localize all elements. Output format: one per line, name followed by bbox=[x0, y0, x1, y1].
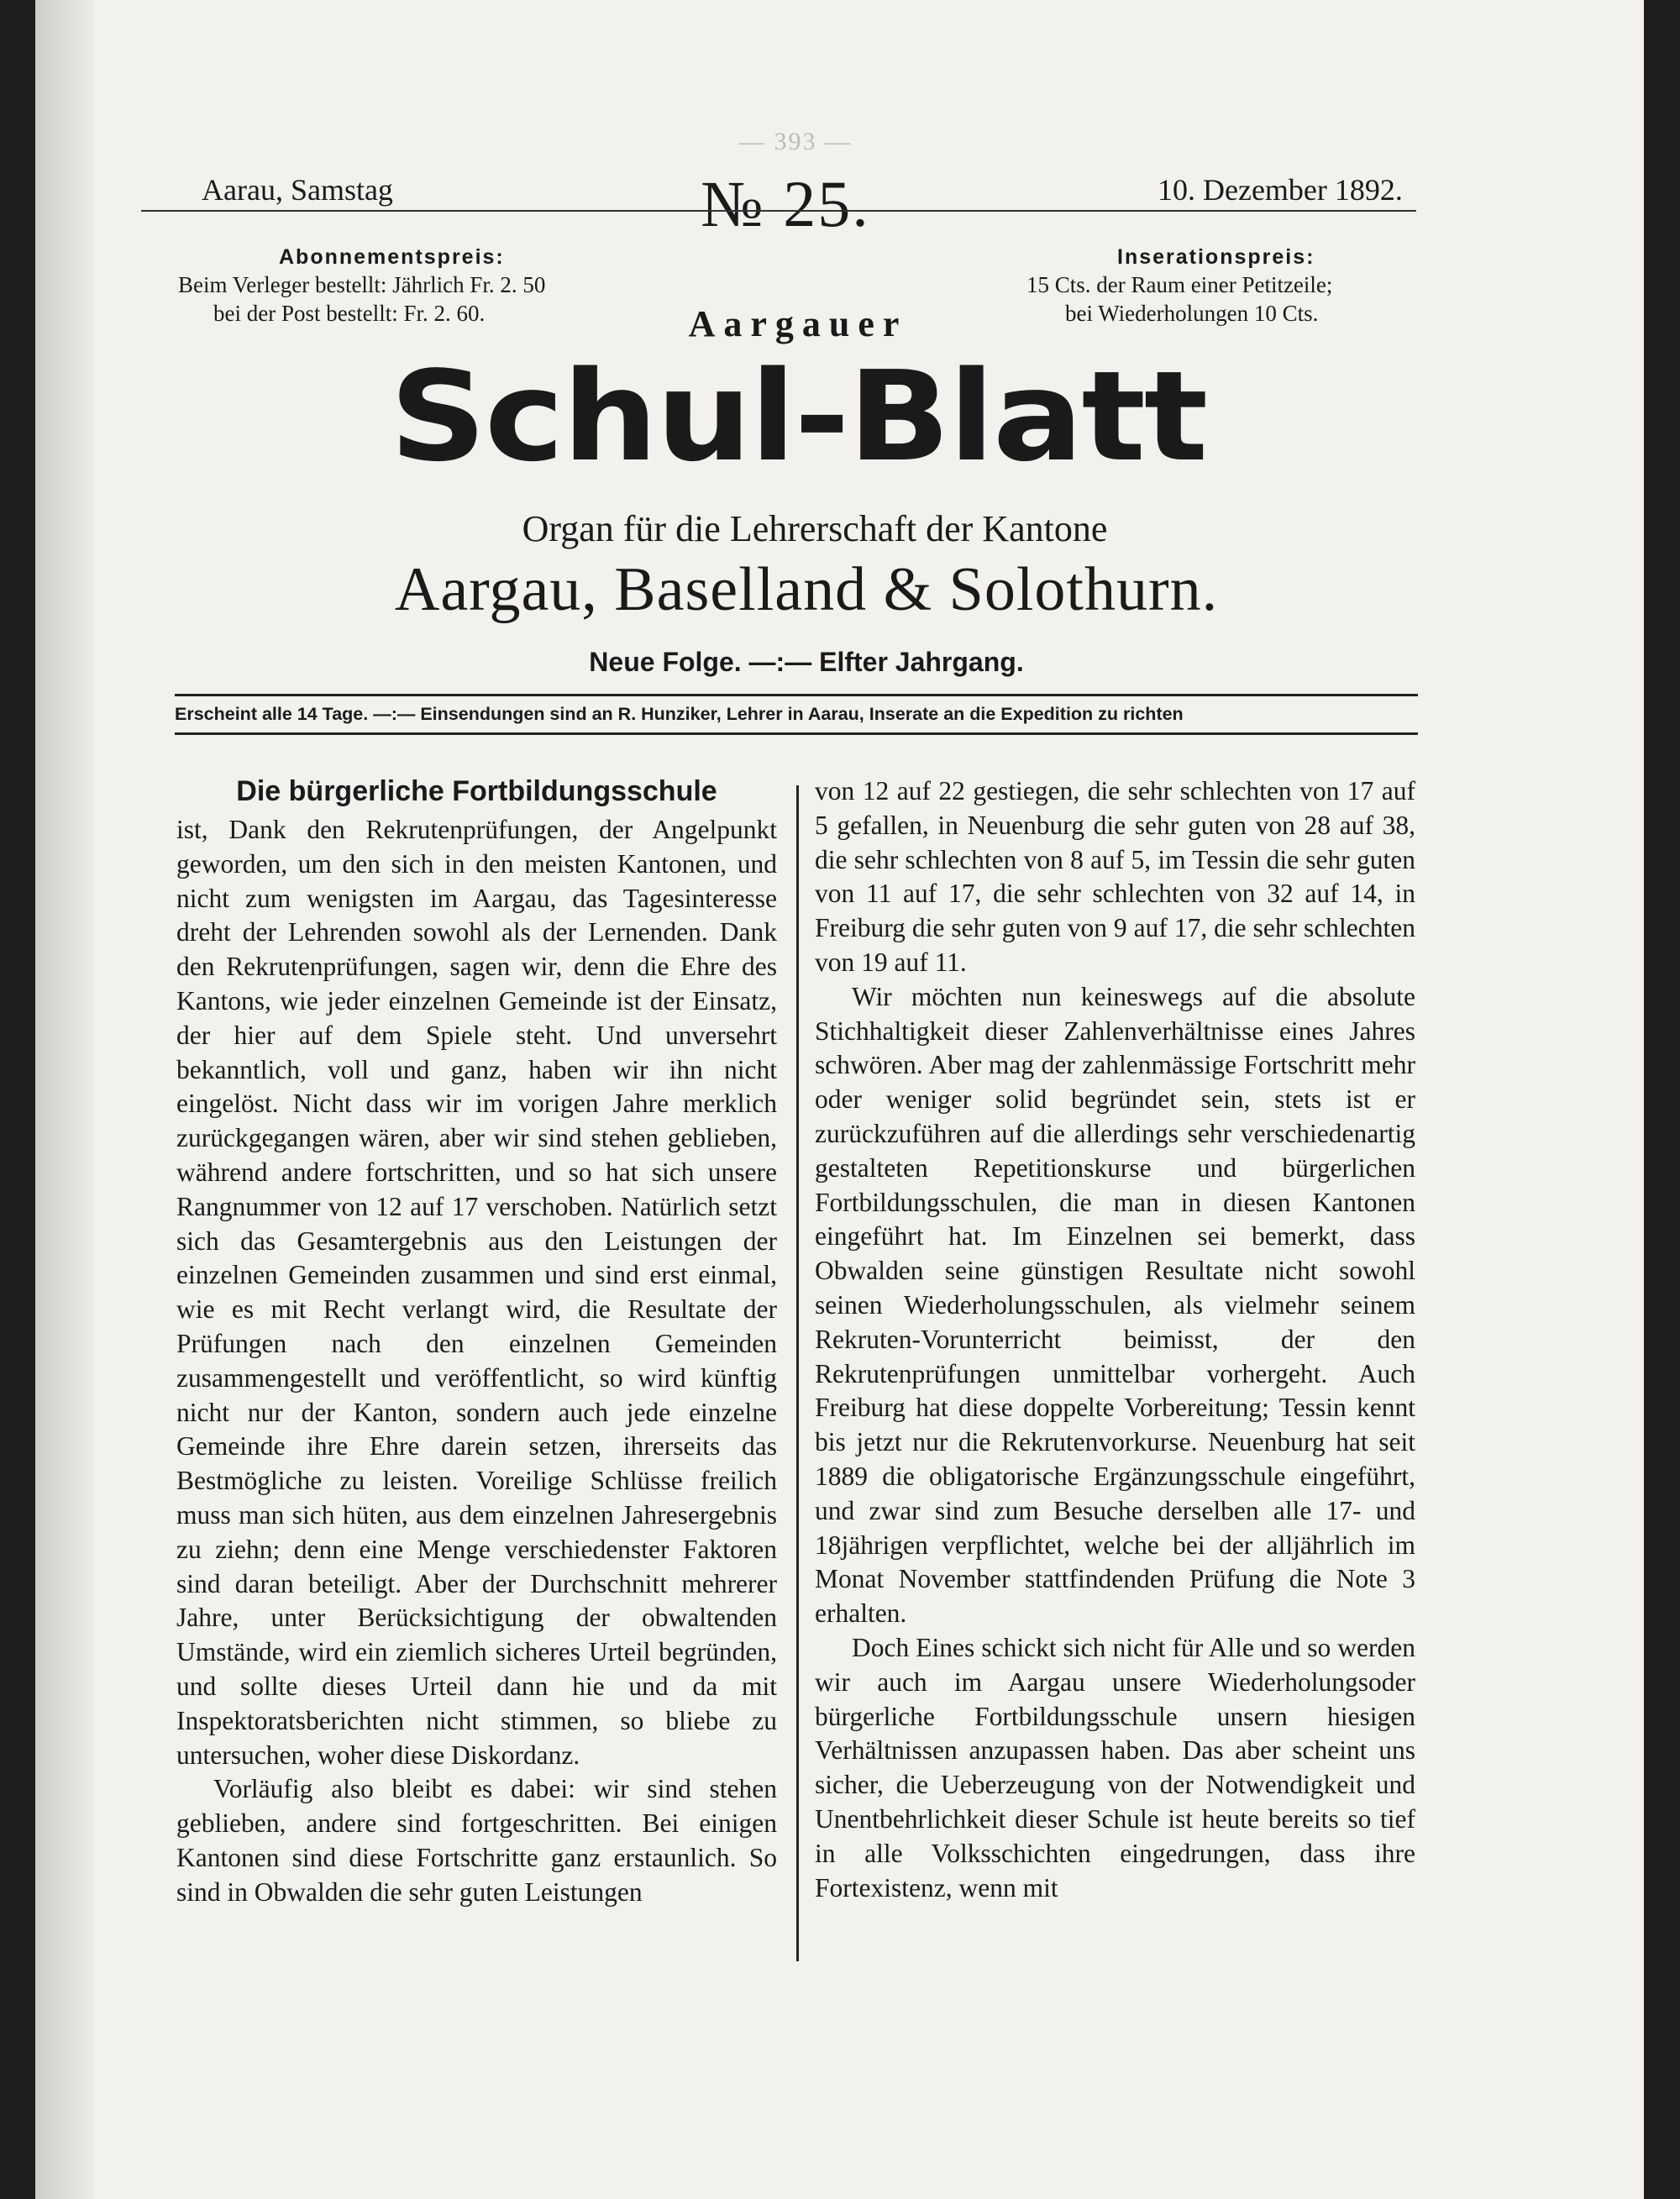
issue-date: 10. Dezember 1892. bbox=[1158, 173, 1403, 207]
column-divider bbox=[796, 785, 799, 1961]
masthead-pre-title: Aargauer bbox=[688, 303, 908, 344]
insertion-line-1: 15 Cts. der Raum einer Petitzeile; bbox=[1026, 272, 1333, 297]
insertion-line-2: bei Wiederholungen 10 Cts. bbox=[1065, 301, 1319, 326]
binding-edge bbox=[35, 0, 94, 2199]
subscription-line-2: bei der Post bestellt: Fr. 2. 60. bbox=[213, 301, 486, 326]
subscription-title: Abonnementspreis: bbox=[279, 245, 505, 269]
notice-rule-top bbox=[175, 694, 1418, 696]
masthead-cantons: Aargau, Baselland & Solothurn. bbox=[394, 555, 1219, 624]
masthead-organ: Organ für die Lehrerschaft der Kantone bbox=[522, 508, 1108, 549]
article-column-right bbox=[815, 774, 1415, 1905]
article-paragraph: von 12 auf 22 gestiegen, die sehr schlechten von 17 auf 5 gefallen, in Neuenburg die sehr guten von 28 auf 38, die sehr schlechten von 8 auf 5, im Tessin die sehr guten von 11 auf 17, die sehr schlechten von 32 auf 14, in Freiburg die sehr guten von 9 auf 17, die sehr schlechten von 19 auf 11. bbox=[815, 776, 1415, 977]
header-rule bbox=[141, 210, 1416, 212]
place-day: Aarau, Samstag bbox=[202, 173, 393, 207]
article-paragraph: Doch Eines schickt sich nicht für Alle und so werden wir auch im Aargau unsere Wiederholungsoder bürgerliche Fortbildungsschule unsern hiesigen Verhältnissen anzupassen haben. Das aber scheint uns sicher, die Ueberzeugung von der Notwendigkeit und Unentbehrlichkeit dieser Schule ist heute bereits so tief in alle Volksschichten eingedrungen, dass ihre Fortexistenz, wenn mit bbox=[815, 1632, 1415, 1902]
masthead-title: Schul-Blatt bbox=[389, 344, 1207, 489]
article-paragraph: Wir möchten nun keineswegs auf die absolute Stichhaltigkeit dieser Zahlenverhältnisse eines Jahres schwören. Aber mag der zahlenmässige Fortschritt mehr oder weniger solid begründet sein, stets ist er zurückzuführen auf die allerdings sehr verschiedenartig gestalteten Repetitionskurse und bürgerlichen Fortbildungsschulen, die man in diesen Kantonen eingeführt hat. Im Einzelnen sei bemerkt, dass Obwalden seine günstigen Resultate nicht sowohl seinen Wiederholungsschulen, als vielmehr seinem Rekruten-Vorunterricht beimisst, der den Rekrutenprüfungen unmittelbar vorhergeht. Auch Freiburg hat diese doppelte Vorbereitung; Tessin kennt bis jetzt nur die Rekrutenvorkurse. Neuenburg hat seit 1889 die obligatorische Ergänzungsschule eingeführt, und zwar sind zum Besuche derselben alle 17- und 18jährigen verpflichtet, welche bei der alljährlich im Monat November stattfindenden Prüfung die Note 3 erhalten. bbox=[815, 981, 1415, 1629]
article-paragraph: ist, Dank den Rekrutenprüfungen, der Angelpunkt geworden, um den sich in den meisten Kantonen, und nicht zum wenigsten im Aargau, das Tagesinteresse dreht der Lehrenden sowohl als der Lernenden. Dank den Rekrutenprüfungen, sagen wir, denn die Ehre des Kantons, wie jeder einzelnen Gemeinde ist der Einsatz, der hier auf dem Spiele steht. Und unversehrt bekanntlich, voll und ganz, haben wir ihn nicht eingelöst. Nicht dass wir im vorigen Jahre merklich zurückgegangen wären, aber wir sind stehen geblieben, während andere fortschritten, und so hat sich unsere Rangnummer von 12 auf 17 verschoben. Natürlich setzt sich das Gesamtergebnis aus den Leistungen der einzelnen Gemeinden zusammen und sind erst einmal, wie es mit Recht verlangt wird, die Resultate der Prüfungen nach den einzelnen Gemeinden zusammengestellt und veröffentlicht, so wird künftig nicht nur der Kanton, sondern auch jede einzelne Gemeinde ihre Ehre darein setzen, ihrerseits das Bestmögliche zu leisten. Voreilige Schlüsse freilich muss man sich hüten, aus dem einzelnen Jahresergebnis zu ziehn; denn eine Menge verschiedenster Faktoren sind daran beteiligt. Aber der Durchschnitt mehrerer Jahre, unter Berücksichtigung der obwaltenden Umstände, wird ein ziemlich sicheres Urteil begründen, und sollte dieses Urteil dann hie und da mit Inspektoratsberichten nicht stimmen, so bliebe zu untersuchen, woher diese Diskordanz. bbox=[176, 815, 777, 1770]
issue-number: № 25. bbox=[701, 167, 870, 240]
insertion-title: Inserationspreis: bbox=[1117, 245, 1315, 269]
publication-notice: Erscheint alle 14 Tage. —:— Einsendungen sind an R. Hunziker, Lehrer in Aarau, Inserate an die Expedition zu richten bbox=[175, 704, 1184, 724]
page-number: — 393 — bbox=[739, 128, 852, 155]
masthead-series: Neue Folge. —:— Elfter Jahrgang. bbox=[589, 647, 1024, 677]
article-paragraph: Vorläufig also bleibt es dabei: wir sind stehen geblieben, andere sind fortgeschritten. Bei einigen Kantonen sind diese Fortschritte ganz erstaunlich. So sind in Obwalden die sehr guten Leistungen bbox=[176, 1774, 777, 1907]
subscription-line-1: Beim Verleger bestellt: Jährlich Fr. 2. 50 bbox=[178, 272, 546, 297]
article-column-left bbox=[176, 774, 777, 1910]
article-title: Die bürgerliche Fortbildungsschule bbox=[236, 775, 717, 807]
notice-rule-bottom bbox=[175, 732, 1418, 735]
